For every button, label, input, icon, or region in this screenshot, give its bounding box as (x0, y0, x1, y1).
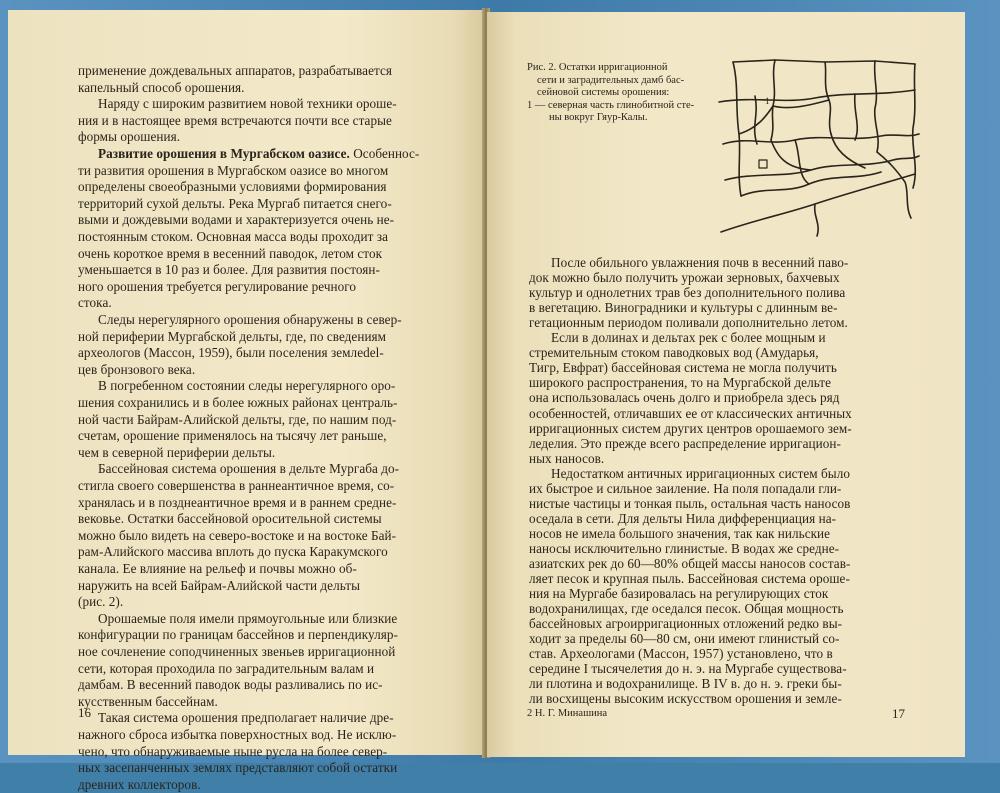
right-text-line: ния на Мургабе базировалась на регулирующих сток (529, 586, 829, 602)
right-text-line: После обильного увлажнения почв в весенний паво- (551, 255, 849, 270)
left-text-line: ти развития орошения в Мургабском оазисе во многом (78, 162, 389, 178)
right-text-line: леделия. Это прежде всего распределение ирригацион- (529, 435, 841, 451)
caption-line: сейновой системы орошения: (537, 87, 670, 98)
left-text-line: применение дождевальных аппаратов, разрабатывается (78, 63, 392, 78)
right-text-line: гетационным периодом поливали дополнительно летом. (529, 315, 848, 331)
left-text-line: (рис. 2). (78, 594, 124, 610)
right-text-line: азиатских рек до 60—80% общей массы наносов состав- (529, 556, 851, 571)
right-text-line: Если в долинах и дельтах рек с более мощным и (551, 330, 826, 346)
irrigation-map-figure (715, 56, 920, 241)
right-text-line: широкого распространения, то на Мургабской дельте (529, 375, 831, 391)
right-text-line: их быстрое и сильное заиление. На поля попадали гли- (529, 480, 842, 496)
right-text-line: Недостатком античных ирригационных систем было (551, 465, 850, 481)
right-text-line: ли плотина и водохранилище. В IV в. до н. э. греки бы- (529, 676, 842, 692)
right-text-line: водохранилищах, где оседался песок. Общая мощность (529, 601, 844, 617)
left-text-line: ной периферии Мургабской дельты, где, по сведениям (78, 328, 387, 344)
left-text-line: нажного сброса избытка поверхностных вод. Не исклю- (78, 727, 397, 742)
right-text-line: середине I тысячелетия до н. э. на Мургабе существова- (529, 661, 847, 677)
right-text-line: ходит за пределы 60—80 см, они имеют глинистый со- (529, 631, 840, 647)
left-page-number: 16 (78, 705, 91, 720)
right-text-line: она использовалась очень долго и приобрела здесь ряд (529, 390, 840, 406)
left-text-line: хранялась и в позднеантичное время и в раннем средне- (78, 494, 397, 510)
left-text-line: Бассейновая система орошения в дельте Мургаба до- (98, 461, 400, 477)
left-text-line: сети, которая проходила по заградительным валам и (78, 660, 375, 676)
caption-line: сети и заградительных дамб бас- (537, 74, 685, 86)
left-text-line: ной части Байрам-Алийской дельты, где, по нашим под- (78, 411, 397, 427)
figure-label: 1 (765, 96, 770, 106)
left-text-line: Наряду с широким развитием новой техники ороше- (98, 96, 397, 112)
left-text-line: наружить на всей Байрам-Алийской части дельты (78, 577, 360, 593)
left-text-line: уменьшается в 10 раз и более. Для развития постоян- (78, 262, 380, 278)
left-text-line: капельный способ орошения. (78, 79, 245, 95)
right-text-line: наносы исключительно глинистые. В водах же средне- (529, 540, 840, 556)
left-text-line: ных засепанченных землях представляют собой остатки (78, 760, 398, 776)
right-text-line: особенностей, отличавших ее от классических античных (529, 405, 852, 421)
left-text-line: выми и дождевыми водами и характеризуется очень не- (78, 212, 395, 228)
right-text-line: бассейновых агроирригационных отложений редко вы- (529, 616, 843, 632)
left-text-line: определены своеобразными условиями формирования (78, 179, 387, 195)
caption-line: 1 — северная часть глинобитной сте- (527, 99, 695, 111)
left-text-line: очень короткое время в весенний паводок, летом сток (78, 245, 383, 261)
left-text-line: рам-Алийского массива вплоть до пуска Каракумского (78, 544, 388, 560)
left-text-line: Орошаемые поля имели прямоугольные или близкие (98, 610, 398, 626)
left-text-line: стигла своего совершенства в раннеантичное время, со- (78, 478, 395, 493)
left-text-line: чено, что обнаруживаемые ныне русла на более север- (78, 743, 388, 759)
left-text-line: кусственным бассейнам. (78, 693, 218, 709)
right-text-line: ляет песок и крупная пыль. Бассейновая система ороше- (529, 571, 850, 587)
right-text-line: носов не имела большого значения, так как нильские (529, 525, 831, 541)
right-text-line: став. Археологами (Массон, 1957) установлено, что в (529, 646, 833, 662)
left-text-line: шения сохранились и в более южных районах централь- (78, 395, 398, 410)
left-text-line: счетам, орошение применялось на тысячу лет раньше, (78, 428, 387, 444)
left-text-line: археологов (Массон, 1959), были поселения землеdel- (78, 345, 384, 361)
left-text-line: ное сочленение соподчиненных звеньев ирригационной (78, 644, 396, 659)
caption-line: Рис. 2. Остатки ирригационной (527, 62, 668, 73)
left-text-line: постоянным стоком. Основная масса воды проходит за (78, 229, 388, 244)
left-text-line: Такая система орошения предполагает наличие дре- (98, 710, 394, 726)
right-text-line: культур и однолетних трав без дополнительного полива (529, 285, 846, 301)
right-text-line: в вегетацию. Виноградники и культуры с длинным ве- (529, 300, 838, 316)
left-text-line: вековье. Остатки бассейновой оросительной системы (78, 511, 382, 527)
left-text-line: формы орошения. (78, 129, 181, 145)
heading-line (98, 145, 419, 162)
left-text-line: можно было видеть на северо-востоке и на востоке Бай- (78, 527, 397, 543)
left-text-line: Особеннос- (349, 146, 420, 161)
left-text-line: древних коллекторов. (78, 776, 201, 792)
right-text-line: ных наносов. (529, 450, 605, 466)
left-text-line: стока. (78, 295, 112, 311)
left-text-line: Следы нерегулярного орошения обнаружены в север- (98, 312, 402, 327)
right-text-line: ирригационных систем других центров орошаемого зем- (529, 420, 852, 436)
section-heading: Развитие орошения в Мургабском оазисе. (98, 146, 350, 161)
right-text-line: док можно было получить урожаи зерновых, бахчевых (529, 270, 840, 286)
left-text-line: конфигурации по границам бассейнов и перпендикуляр- (78, 627, 398, 643)
right-text-line: Тигр, Евфрат) бассейновая система не могла получить (529, 360, 837, 376)
right-text-line: оседала в сети. Для дельты Нила дифференциация на- (529, 510, 837, 526)
right-text-line: стремительным стоком паводковых вод (Амударья, (529, 345, 819, 361)
left-text-line: ния и в настоящее время встречаются почти все старые (78, 112, 392, 128)
left-text-line: канала. Ее влияние на рельеф и почвы можно об- (78, 561, 357, 576)
footer-signature: 2 Н. Г. Минашина (527, 708, 608, 719)
left-text-line: территорий сухой дельты. Река Мургаб питается снего- (78, 195, 392, 211)
caption-line: ны вокруг Гяур-Калы. (549, 112, 648, 123)
left-text-line: В погребенном состоянии следы нерегулярного оро- (98, 378, 396, 394)
right-page-number: 17 (892, 706, 905, 721)
left-text-line: цев бронзового века. (78, 361, 196, 377)
right-page (487, 12, 965, 757)
left-page (8, 10, 486, 792)
left-text-line: дамбам. В весенний паводок воды разливались по ис- (78, 677, 383, 693)
right-text-line: ли восхищены высоким искусством орошения и земле- (529, 691, 842, 707)
right-text-line: нистые частицы и тонкая пыль, остальная часть наносов (529, 495, 851, 511)
left-text-line: ного орошения требуется регулирование речного (78, 278, 357, 294)
left-text-line: чем в северной периферии дельты. (78, 444, 276, 460)
